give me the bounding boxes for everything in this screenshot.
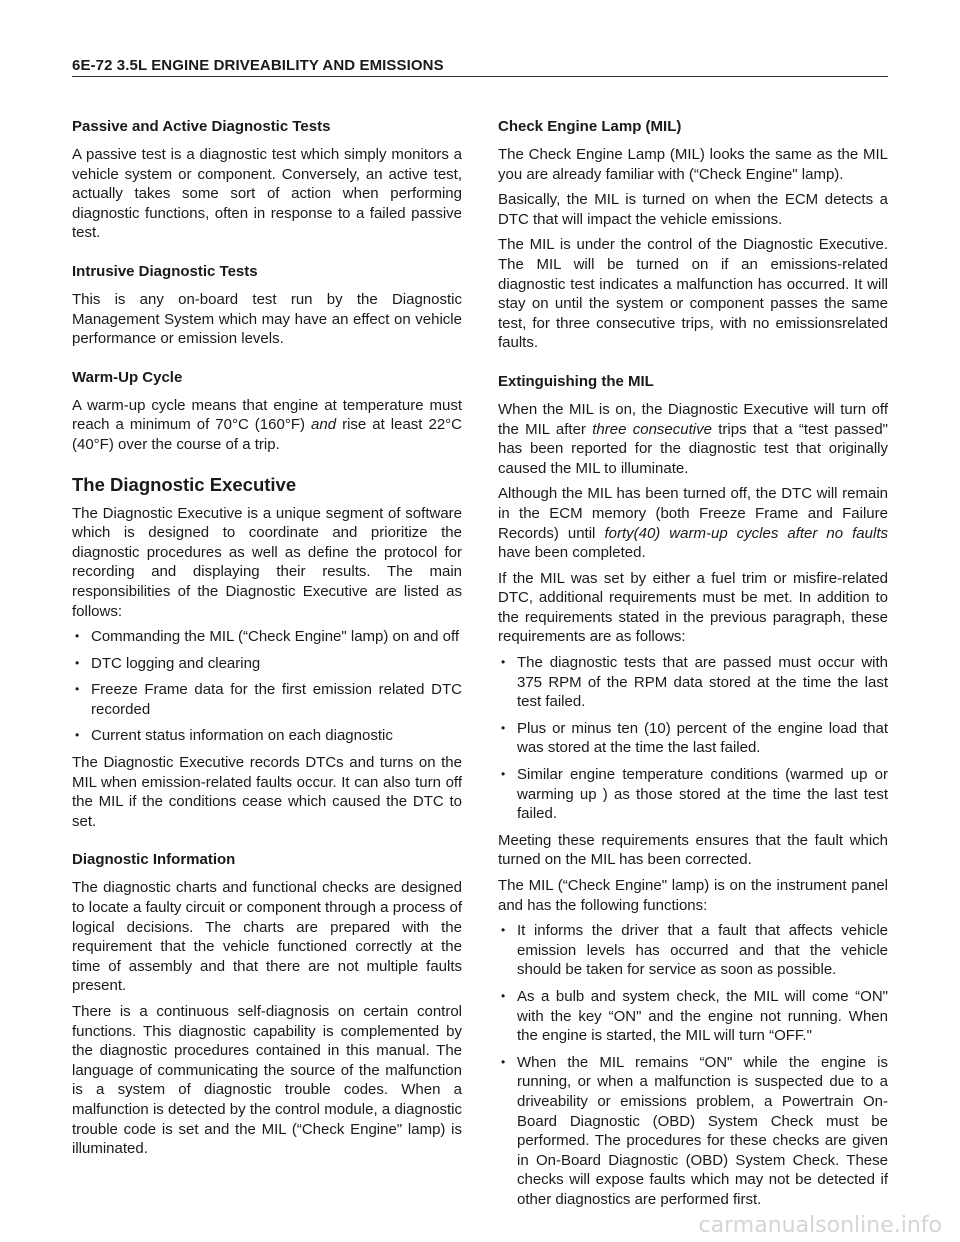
- list-item: • Similar engine temperature conditions (warmed up or warming up ) as those stored at the time the last test failed.: [498, 765, 888, 824]
- cel-paragraph-2: Basically, the MIL is turned on when the ECM detects a DTC that will impact the vehicle emissions.: [498, 191, 888, 228]
- cel-paragraph: The Check Engine Lamp (MIL) looks the same as the MIL you are already familiar with (“Check Engine" lamp).: [498, 146, 888, 183]
- executive-paragraph: The Diagnostic Executive is a unique segment of software which is designed to coordinate and prioritize the diagnostic procedures as well as define the protocol for recording and displaying their results. The main responsibilities of the Diagnostic Executive are listed as follows:: [72, 504, 462, 620]
- list-item: • Current status information on each diagnostic: [72, 726, 462, 746]
- extinguish-paragraph-2: Although the MIL has been turned off, the DTC will remain in the ECM memory (both Freeze Frame and Failure Records) until forty(40) warm-up cycles after no faults have been completed.: [498, 485, 888, 562]
- warmup-title: Warm-Up Cycle: [72, 368, 183, 386]
- passive-title: Passive and Active Diagnostic Tests: [72, 118, 331, 135]
- list-item: • As a bulb and system check, the MIL will come “ON" with the key “ON" and the engine not running. When the engine is started, the MIL will turn “OFF.": [498, 987, 888, 1046]
- passive-paragraph: A passive test is a diagnostic test which simply monitors a vehicle system or component. Conversely, an active test, actually takes some sort of action when performing diagnostic functions, often in response to a failed passive test.: [72, 146, 462, 242]
- executive-title: The Diagnostic Executive: [72, 473, 297, 495]
- info-title: Diagnostic Information: [72, 851, 236, 869]
- list-item: • The diagnostic tests that are passed must occur with 375 RPM of the RPM data stored at the time the last test failed.: [498, 653, 888, 712]
- page-header: 6E-72 3.5L ENGINE DRIVEABILITY AND EMISSIONS: [72, 57, 444, 74]
- functions-list: [498, 921, 888, 1209]
- list-item: • DTC logging and clearing: [72, 654, 462, 674]
- requirements-list: [498, 653, 888, 824]
- extinguish-paragraph: When the MIL is on, the Diagnostic Executive will turn off the MIL after three consecutive trips that a “test passed" has been reported for the diagnostic test that originally caused the MIL to illuminate.: [498, 400, 889, 477]
- intrusive-paragraph: This is any on-board test run by the Diagnostic Management System which may have an effect on vehicle performance or emission levels.: [72, 290, 462, 348]
- list-item: • Commanding the MIL (“Check Engine" lamp) on and off: [72, 627, 462, 647]
- intrusive-title: Intrusive Diagnostic Tests: [72, 262, 258, 280]
- left-column: [72, 117, 462, 1165]
- right-column: [498, 117, 888, 1217]
- info-paragraph-2: There is a continuous self-diagnosis on certain control functions. This diagnostic capability is complemented by the diagnostic procedures contained in this manual. The language of communicating the source of the malfunction is a system of diagnostic trouble codes. When a malfunction is detected by the control module, a diagnostic trouble code is set and the MIL (“Check Engine" lamp) is illuminated.: [72, 1003, 462, 1158]
- cel-paragraph-3: The MIL is under the control of the Diagnostic Executive. The MIL will be turned on if an emissions-related diagnostic test indicates a malfunction has occurred. It will stay on until the system or component passes the same test, for three consecutive trips, with no emissionsrelated faults.: [498, 236, 888, 352]
- info-paragraph: The diagnostic charts and functional checks are designed to locate a faulty circuit or component through a process of logical decisions. The charts are prepared with the requirement that the vehicle functioned correctly at the time of assembly and that there are not multiple faults present.: [72, 879, 462, 995]
- cel-title: Check Engine Lamp (MIL): [498, 118, 682, 135]
- executive-paragraph-2: The Diagnostic Executive records DTCs and turns on the MIL when emission-related faults occur. It can also turn off the MIL if the conditions cease which caused the DTC to set.: [72, 754, 462, 830]
- header-rule: [72, 76, 888, 77]
- list-item: • It informs the driver that a fault that affects vehicle emission levels has occurred and that the vehicle should be taken for service as soon as possible.: [498, 921, 888, 980]
- extinguish-paragraph-3: If the MIL was set by either a fuel trim or misfire-related DTC, additional requirements must be met. In addition to the requirements stated in the previous paragraph, these requirements are as follows:: [498, 569, 888, 646]
- list-item: • When the MIL remains “ON" while the engine is running, or when a malfunction is suspected due to a driveability or emissions problem, a Powertrain On-Board Diagnostic (OBD) System Check must be performed. The procedures for these checks are given in On-Board Diagnostic (OBD) System Check. These checks will expose faults which may not be detected if other diagnostics are performed first.: [498, 1053, 888, 1210]
- watermark: carmanualsonline.info: [698, 1213, 942, 1238]
- list-item: • Plus or minus ten (10) percent of the engine load that was stored at the time the last failed.: [498, 719, 888, 758]
- extinguish-title: Extinguishing the MIL: [498, 372, 654, 390]
- extinguish-paragraph-4: Meeting these requirements ensures that the fault which turned on the MIL has been corrected.: [498, 831, 888, 869]
- warmup-paragraph: A warm-up cycle means that engine at temperature must reach a minimum of 70°C (160°F) and rise at least 22°C (40°F) over the course of a trip.: [72, 396, 463, 453]
- executive-list: [72, 627, 462, 746]
- list-item: • Freeze Frame data for the first emission related DTC recorded: [72, 680, 462, 719]
- extinguish-paragraph-5: The MIL (“Check Engine" lamp) is on the instrument panel and has the following functions:: [498, 877, 888, 914]
